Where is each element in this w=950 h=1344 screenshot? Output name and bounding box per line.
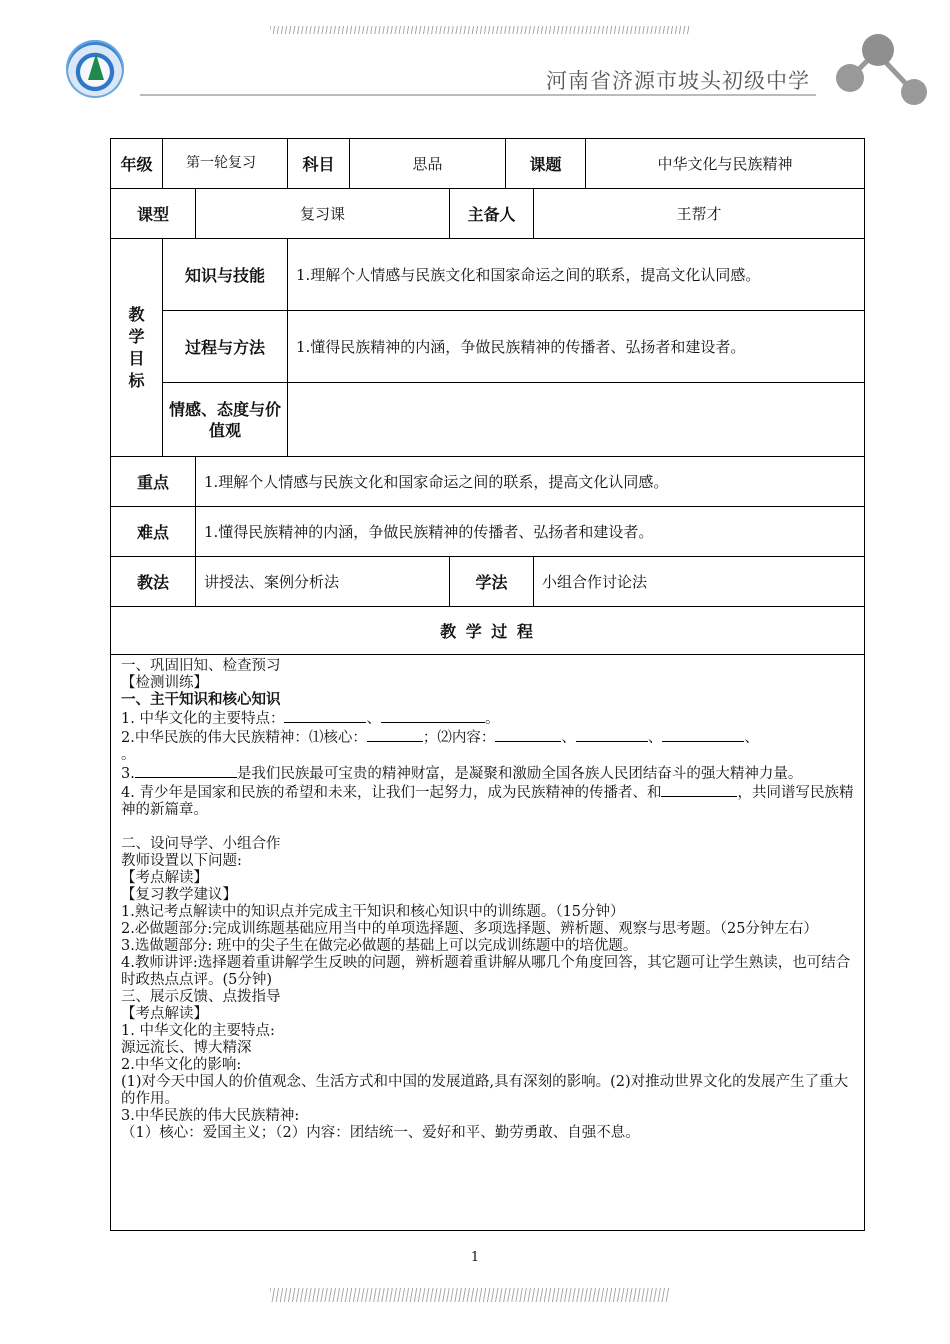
point-3: 3.中华民族的伟大民族精神: <box>121 1108 300 1124</box>
difficulty-label: 难点 <box>111 507 196 557</box>
question-4: 4. 青少年是国家和民族的希望和未来，让我们一起努力，成为民族精神的传播者、和 ，共同谱写民族精神的新篇章。 <box>121 785 854 818</box>
suggestion-4: 4.教师讲评:选择题着重讲解学生反映的问题，辨析题着重讲解从哪几个角度回答，其它题可让学生熟读，也可结合时政热点点评。(5分钟) <box>121 955 851 988</box>
subject-value: 思品 <box>350 139 506 189</box>
subject-label: 科目 <box>288 139 350 189</box>
process-method-label: 过程与方法 <box>163 311 288 383</box>
point-1: 1. 中华文化的主要特点: <box>121 1023 275 1039</box>
suggestion-1: 1.熟记考点解读中的知识点并完成主干知识和核心知识中的训练题。（15分钟） <box>121 904 625 920</box>
teach-method-value: 讲授法、案例分析法 <box>196 557 450 607</box>
section-two-title: 二、设问导学、小组合作 <box>121 836 281 852</box>
difficulty-text: 1.懂得民族精神的内涵，争做民族精神的传播者、弘扬者和建设者。 <box>196 507 865 557</box>
grade-label: 年级 <box>111 139 163 189</box>
header-rule <box>140 94 816 96</box>
topic-value: 中华文化与民族精神 <box>586 139 865 189</box>
point-1-answer: 源远流长、博大精深 <box>121 1040 252 1056</box>
knowledge-text: 1.理解个人情感与民族文化和国家命运之间的联系，提高文化认同感。 <box>288 239 865 311</box>
point-2: 2.中华文化的影响: <box>121 1057 242 1073</box>
question-3: 3. 是我们民族最可宝贵的精神财富，是凝聚和激励全国各族人民团结奋斗的强大精神力量。 <box>121 766 803 782</box>
section-one-subtitle: 一、主干知识和核心知识 <box>121 692 281 708</box>
question-1: 1. 中华文化的主要特点： 、 。 <box>121 711 500 727</box>
question-2: 2.中华民族的伟大民族精神：⑴核心： ；⑵内容： 、 、 、 <box>121 730 759 746</box>
suggestion-3: 3.选做题部分: 班中的尖子生在做完必做题的基础上可以完成训练题中的培优题。 <box>121 938 638 954</box>
key-text: 1.理解个人情感与民族文化和国家命运之间的联系，提高文化认同感。 <box>196 457 865 507</box>
suggestion-2: 2.必做题部分:完成训练题基础应用当中的单项选择题、多项选择题、辨析题、观察与思考题。（25分钟左右） <box>121 921 818 937</box>
learn-method-label: 学法 <box>450 557 534 607</box>
grade-value: 第一轮复习 <box>163 139 288 189</box>
section-two-intro: 教师设置以下问题: <box>121 853 242 869</box>
emotion-text <box>288 383 865 457</box>
process-body <box>111 655 865 1231</box>
page-number: 1 <box>470 1250 480 1265</box>
point-2-answer: (1)对今天中国人的价值观念、生活方式和中国的发展道路,具有深刻的影响。(2)对推动世界文化的发展产生了重大的作用。 <box>121 1074 849 1107</box>
header-decoration <box>270 26 690 34</box>
school-name: 河南省济源市坡头初级中学 <box>546 69 810 93</box>
key-label: 重点 <box>111 457 196 507</box>
footer-decoration <box>270 1288 670 1302</box>
question-2-end: 。 <box>121 747 136 763</box>
section-one-title: 一、巩固旧知、检查预习 <box>121 658 281 674</box>
point-3-answer: （1）核心：爱国主义；（2）内容：团结统一、爱好和平、勤劳勇敢、自强不息。 <box>121 1125 640 1141</box>
section-two-tag-2: 【复习教学建议】 <box>121 887 237 903</box>
preparer-label: 主备人 <box>450 189 534 239</box>
type-value: 复习课 <box>196 189 450 239</box>
section-two-tag-1: 【考点解读】 <box>121 870 208 886</box>
teach-method-label: 教法 <box>111 557 196 607</box>
knowledge-label: 知识与技能 <box>163 239 288 311</box>
logo-sail-icon <box>88 54 104 80</box>
section-one-tag: 【检测训练】 <box>121 675 208 691</box>
goals-label: 教学目标 <box>111 239 163 457</box>
molecule-icon <box>810 30 940 110</box>
section-three-tag: 【考点解读】 <box>121 1006 208 1022</box>
topic-label: 课题 <box>506 139 586 189</box>
preparer-value: 王帮才 <box>534 189 865 239</box>
learn-method-value: 小组合作讨论法 <box>534 557 865 607</box>
process-method-text: 1.懂得民族精神的内涵，争做民族精神的传播者、弘扬者和建设者。 <box>288 311 865 383</box>
emotion-label: 情感、态度与价值观 <box>163 383 288 457</box>
type-label: 课型 <box>111 189 196 239</box>
lesson-plan-table <box>110 138 865 1231</box>
section-three-title: 三、展示反馈、点拨指导 <box>121 989 281 1005</box>
process-title: 教 学 过 程 <box>111 607 865 655</box>
